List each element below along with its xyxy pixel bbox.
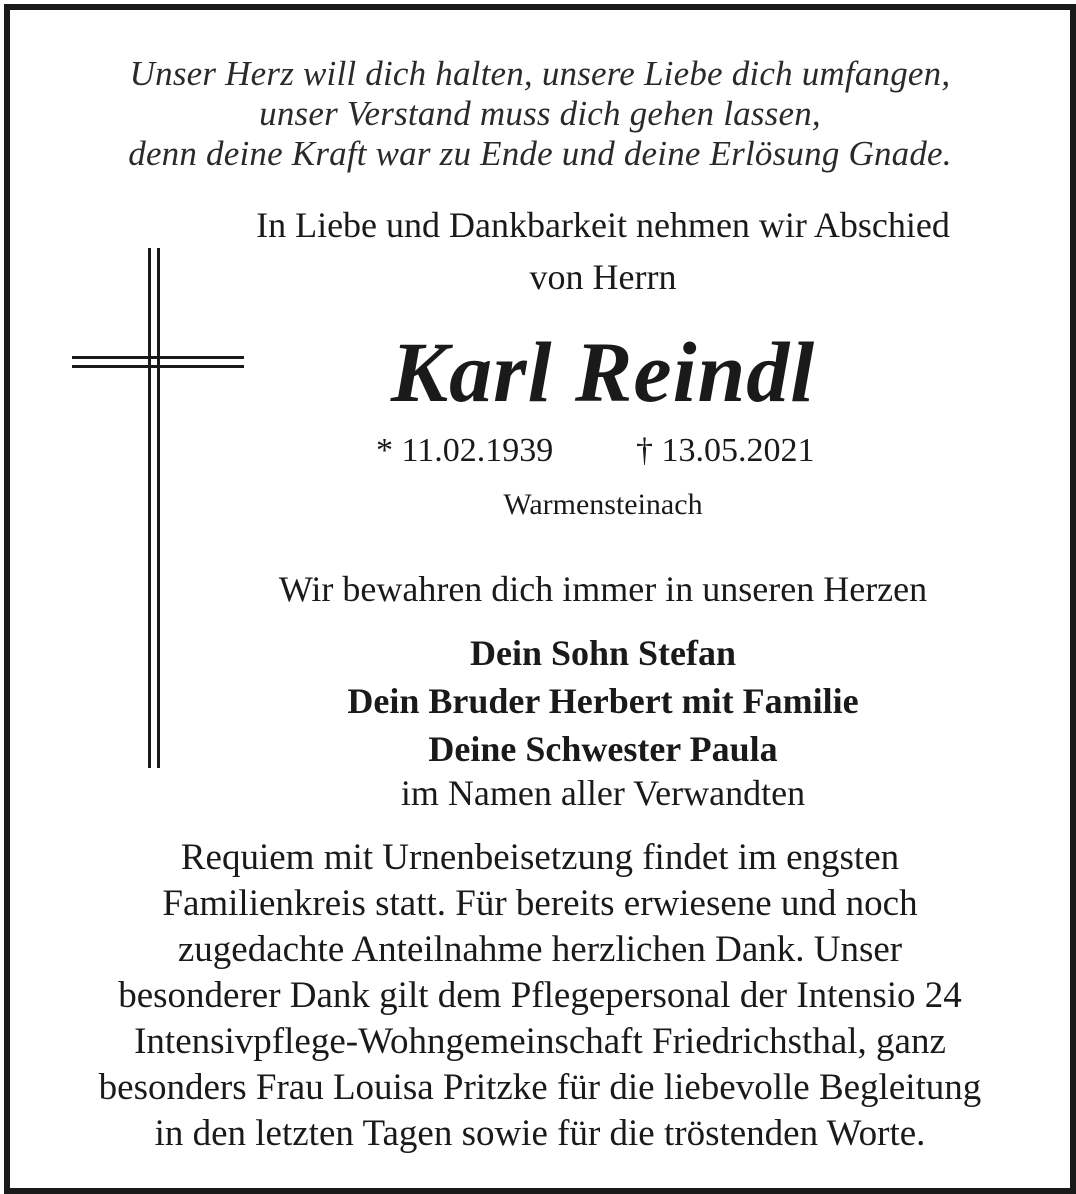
closing-line-3: zugedachte Anteilnahme herzlichen Dank. Unser	[177, 929, 903, 970]
mourner-sister: Deine Schwester Paula	[428, 729, 778, 769]
motto-line-3: denn deine Kraft war zu Ende und deine Erlösung Gnade.	[128, 134, 952, 173]
motto-line-2: unser Verstand muss dich gehen lassen,	[259, 94, 821, 133]
death-date: † 13.05.2021	[636, 432, 815, 469]
closing-line-1: Requiem mit Urnenbeisetzung findet im engsten	[180, 837, 900, 878]
deceased-name: Karl Reindl	[390, 324, 816, 420]
closing-line-4: besonderer Dank gilt dem Pflegepersonal der Intensio 24	[118, 975, 962, 1016]
mourner-son: Dein Sohn Stefan	[469, 633, 737, 673]
closing-line-5: Intensivpflege-Wohngemeinschaft Friedrichsthal, ganz	[134, 1021, 946, 1062]
obituary-notice	[4, 4, 1076, 1194]
birth-date: * 11.02.1939	[376, 432, 554, 469]
mourners-note: im Namen aller Verwandten	[400, 773, 806, 813]
motto-line-1: Unser Herz will dich halten, unsere Liebe dich umfangen,	[129, 54, 951, 93]
mourner-brother: Dein Bruder Herbert mit Familie	[347, 681, 859, 721]
deceased-place: Warmensteinach	[503, 488, 703, 521]
closing-line-6: besonders Frau Louisa Pritzke für die liebevolle Begleitung	[98, 1067, 982, 1108]
closing-line-2: Familienkreis statt. Für bereits erwiesene und noch	[162, 883, 918, 924]
intro-line-1: In Liebe und Dankbarkeit nehmen wir Abschied	[256, 205, 950, 245]
closing-line-7: in den letzten Tagen sowie für die tröstenden Worte.	[154, 1113, 926, 1154]
intro-line-2: von Herrn	[529, 257, 677, 297]
farewell-line: Wir bewahren dich immer in unseren Herzen	[278, 569, 928, 609]
